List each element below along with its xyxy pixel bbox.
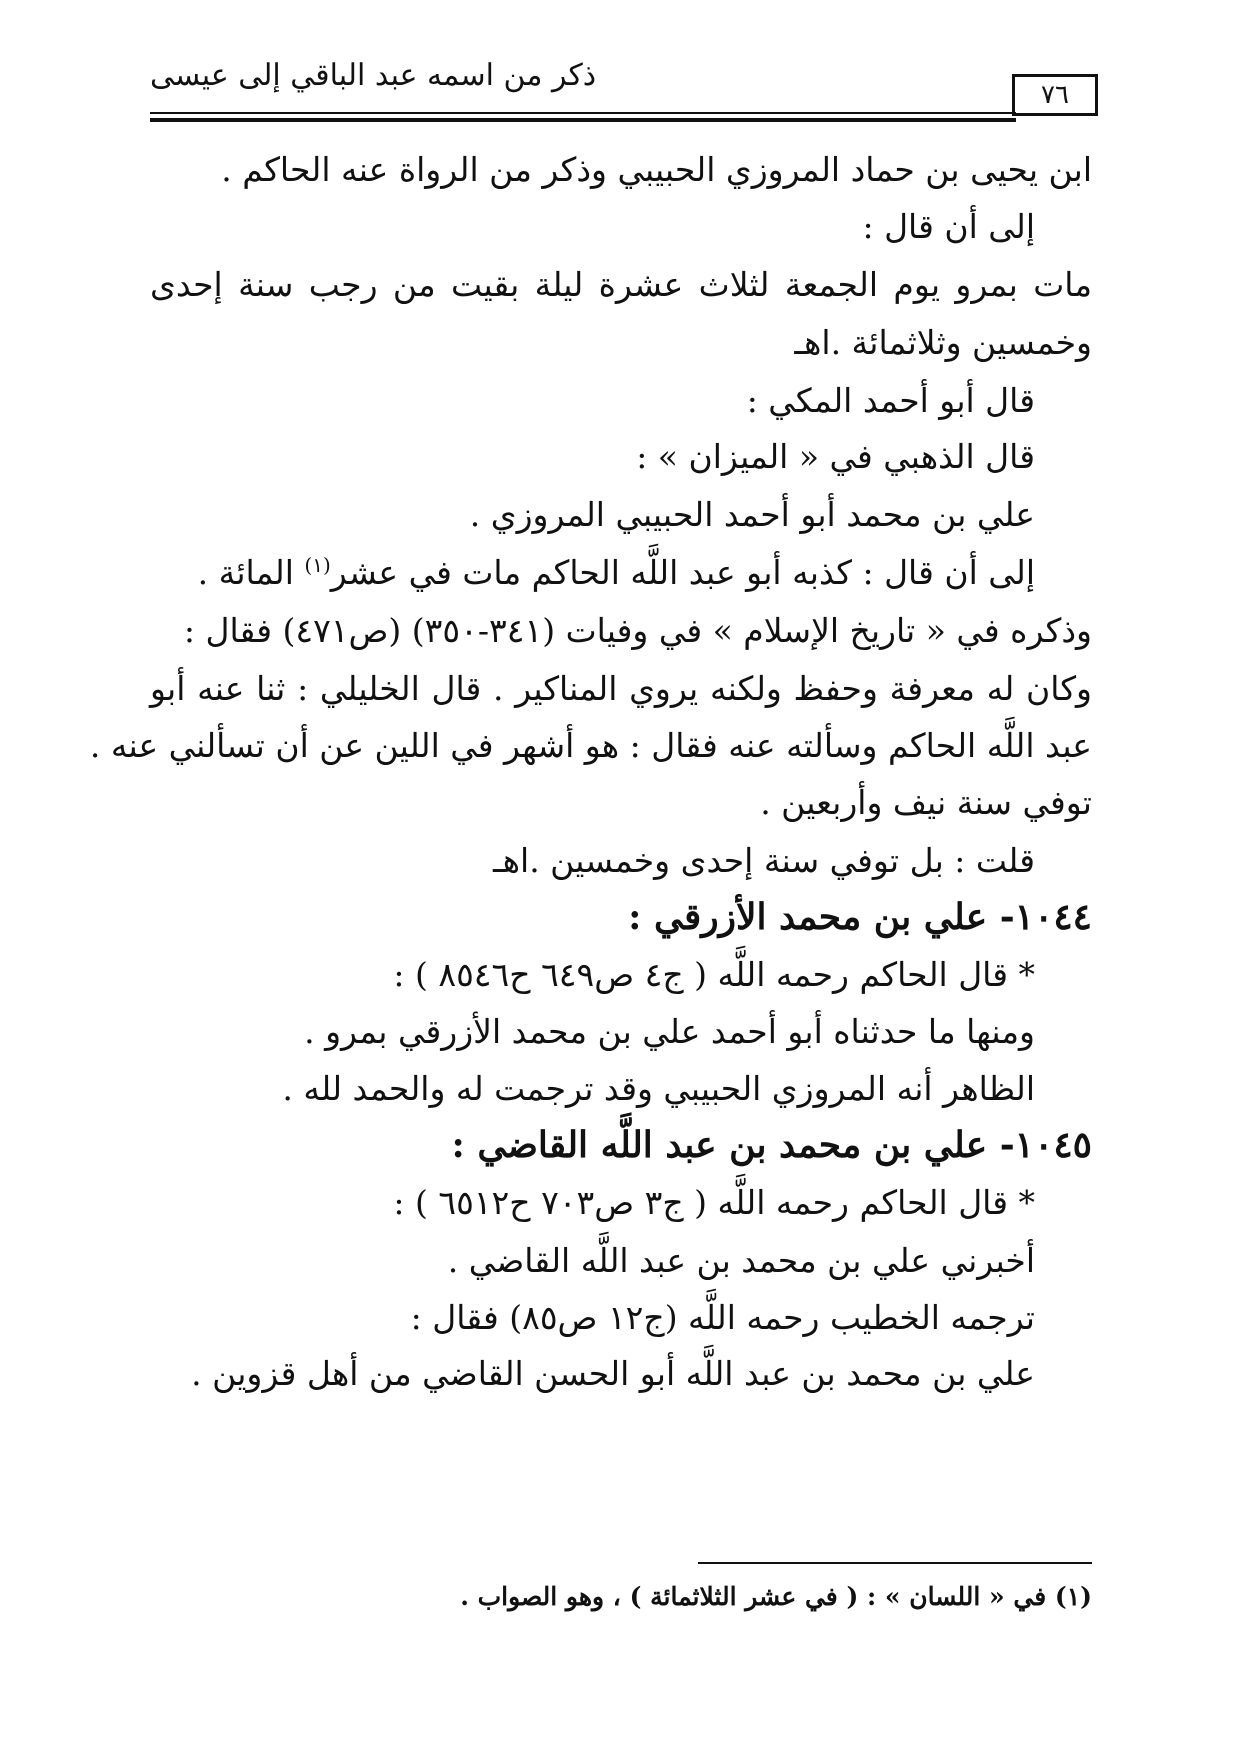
entry-heading-1044: ١٠٤٤- علي بن محمد الأزرقي : [628,896,1092,938]
footnote: (١) في « اللسان » : ( في عشر الثلاثمائة ) ، وهو الصواب . [460,1582,1092,1611]
body-line-7: علي بن محمد أبو أحمد الحبيبي المروزي . [469,495,1035,534]
body-line-2: إلى أن قال : [862,207,1035,246]
body-line-5: قال أبو أحمد المكي : [746,381,1035,420]
body-line-21: ترجمه الخطيب رحمه اللَّه (ج١٢ ص٨٥) فقال : [410,1298,1035,1337]
body-line-15: * قال الحاكم رحمه اللَّه ( ج٤ ص٦٤٩ ح٨٥٤٦ ) : [393,955,1035,994]
header-rule-thick [150,118,1016,122]
body-line-4: وخمسين وثلاثمائة .اهـ [794,323,1092,362]
body-line-1: ابن يحيى بن حماد المروزي الحبيبي وذكر من الرواة عنه الحاكم . [221,150,1092,189]
entry-heading-1045: ١٠٤٥- علي بن محمد بن عبد اللَّه القاضي : [451,1124,1092,1166]
body-line-17: الظاهر أنه المروزي الحبيبي وقد ترجمت له والحمد لله . [282,1069,1035,1108]
body-line-13: قلت : بل توفي سنة إحدى وخمسين .اهـ [492,841,1035,880]
body-line-9: وذكره في « تاريخ الإسلام » في وفيات (٣٤١-٣٥٠) (ص٤٧١) فقال : [183,611,1092,650]
footnote-reference: (١) [304,553,331,577]
running-header-title: ذكر من اسمه عبد الباقي إلى عيسى [150,58,597,93]
header-rule-thin [150,112,1016,114]
body-line-6: قال الذهبي في « الميزان » : [636,437,1035,476]
body-line-19: * قال الحاكم رحمه اللَّه ( ج٣ ص٧٠٣ ح٦٥١٢ ) : [393,1183,1035,1222]
body-line-8 [198,551,1035,595]
body-line-16: ومنها ما حدثناه أبو أحمد علي بن محمد الأزرقي بمرو . [304,1012,1035,1051]
body-line-8-text: إلى أن قال : كذبه أبو عبد اللَّه الحاكم مات في عشر [330,553,1035,592]
body-line-8-end: المائة . [197,553,294,592]
body-line-10: وكان له معرفة وحفظ ولكنه يروي المناكير . قال الخليلي : ثنا عنه أبو [150,669,1092,708]
body-line-12: توفي سنة نيف وأربعين . [760,783,1092,822]
page-number: ٧٦ [1012,74,1098,116]
footnote-separator [698,1562,1092,1564]
body-line-20: أخبرني علي بن محمد بن عبد اللَّه القاضي . [447,1241,1035,1280]
body-line-22: علي بن محمد بن عبد اللَّه أبو الحسن القاضي من أهل قزوين . [191,1354,1035,1393]
body-line-11: عبد اللَّه الحاكم وسألته عنه فقال : هو أشهر في اللين عن أن تسألني عنه . [89,726,1092,765]
body-line-3: مات بمرو يوم الجمعة لثلاث عشرة ليلة بقيت من رجب سنة إحدى [150,265,1092,304]
